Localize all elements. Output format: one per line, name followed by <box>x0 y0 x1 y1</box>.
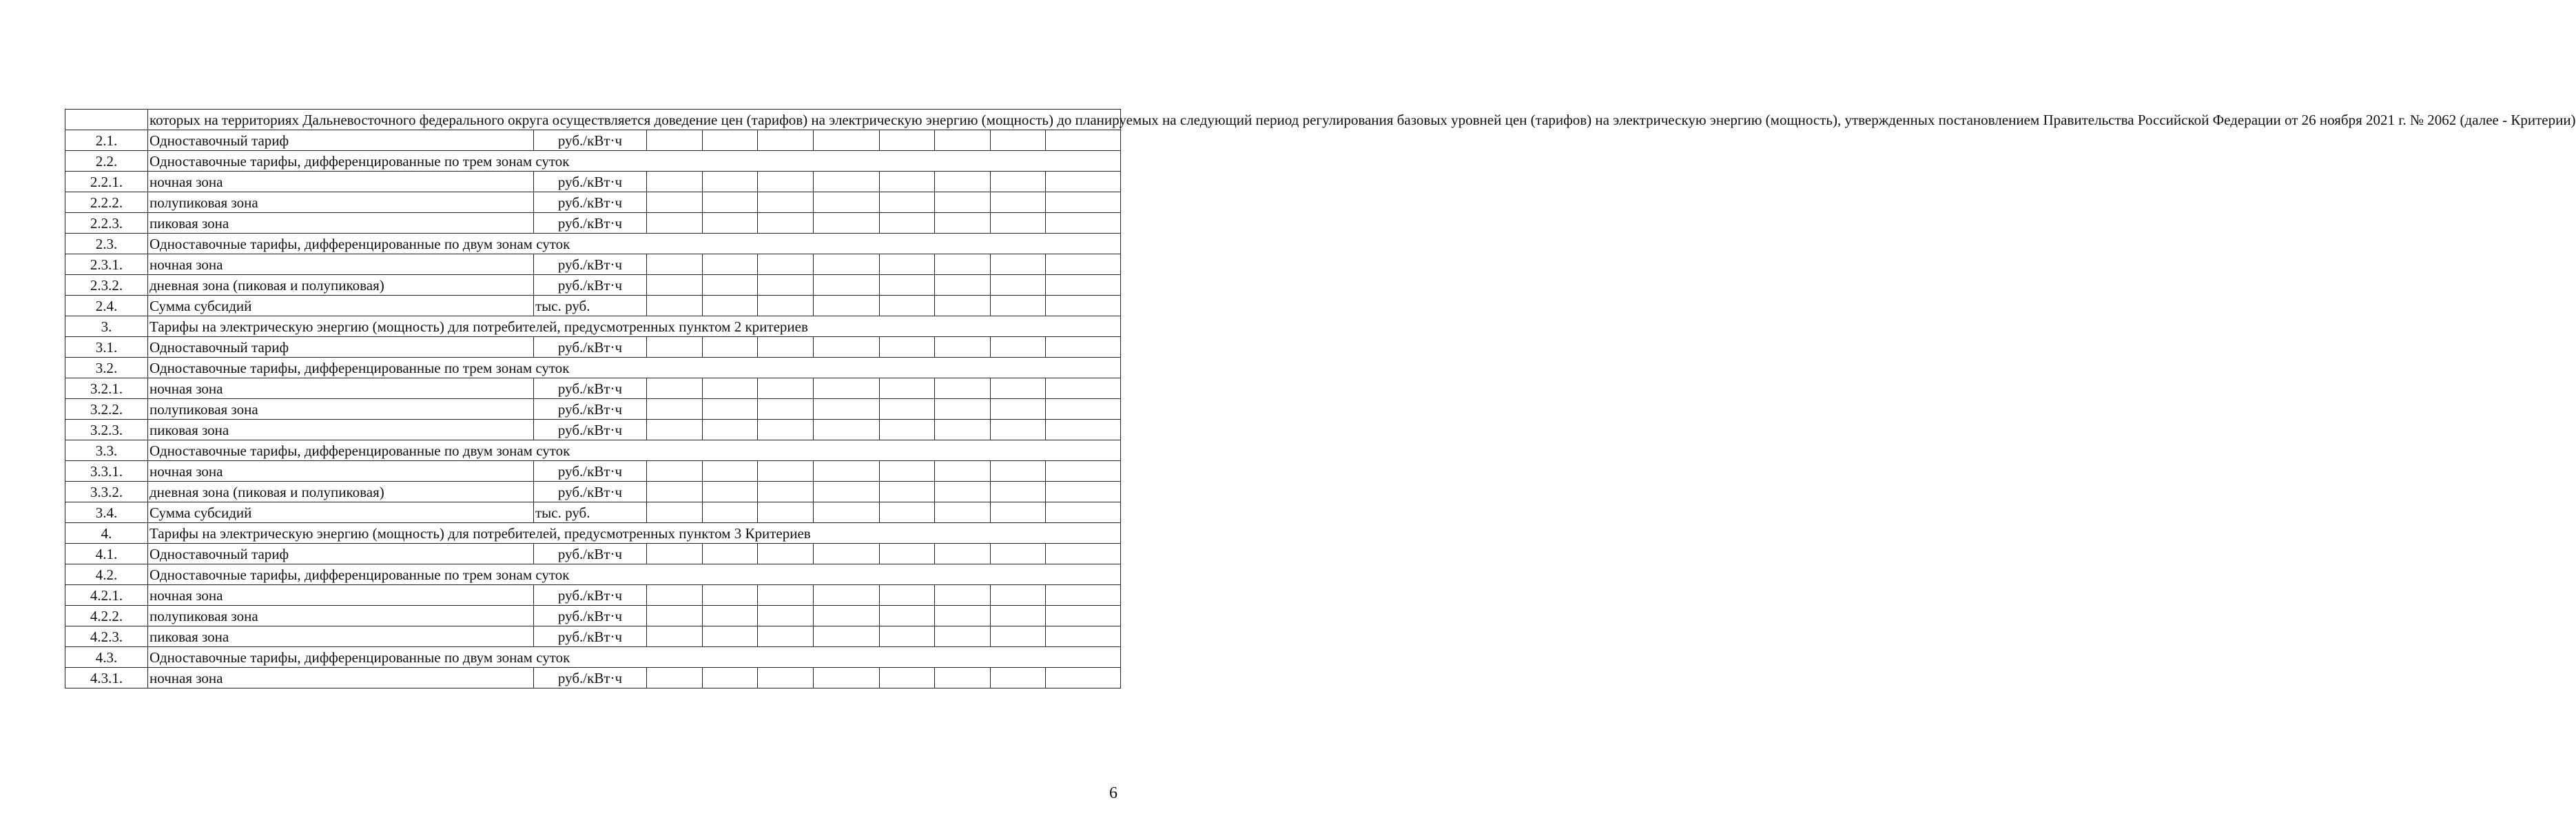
value-cell <box>703 130 758 151</box>
row-name: Одноставочный тариф <box>148 337 534 358</box>
row-number: 2.2.1. <box>65 172 148 192</box>
value-cell <box>935 482 991 502</box>
row-number: 3.1. <box>65 337 148 358</box>
value-cell <box>647 275 703 296</box>
row-name: Одноставочный тариф <box>148 544 534 564</box>
value-cell <box>991 296 1046 316</box>
value-cell <box>880 192 935 213</box>
value-cell <box>880 378 935 399</box>
value-cell <box>758 626 814 647</box>
value-cell <box>991 420 1046 440</box>
value-cell <box>647 213 703 234</box>
unit-cell: руб./кВт·ч <box>534 378 647 399</box>
value-cell <box>1046 172 1121 192</box>
value-cell <box>703 192 758 213</box>
value-cell <box>758 668 814 688</box>
value-cell <box>935 213 991 234</box>
table-row <box>65 254 1121 275</box>
value-cell <box>647 399 703 420</box>
value-cell <box>647 192 703 213</box>
value-cell <box>703 502 758 523</box>
value-cell <box>814 213 880 234</box>
unit-cell: руб./кВт·ч <box>534 482 647 502</box>
value-cell <box>880 130 935 151</box>
row-number: 4.2.1. <box>65 585 148 606</box>
value-cell <box>814 585 880 606</box>
section-header-row <box>65 523 1121 544</box>
row-name: дневная зона (пиковая и полупиковая) <box>148 275 534 296</box>
value-cell <box>935 399 991 420</box>
tariff-table <box>65 109 2576 688</box>
value-cell <box>880 544 935 564</box>
table-row <box>65 420 1121 440</box>
row-number: 2.2.3. <box>65 213 148 234</box>
row-name: ночная зона <box>148 461 534 482</box>
value-cell <box>703 399 758 420</box>
unit-cell: руб./кВт·ч <box>534 192 647 213</box>
row-name: полупиковая зона <box>148 606 534 626</box>
value-cell <box>880 275 935 296</box>
value-cell <box>758 544 814 564</box>
value-cell <box>880 213 935 234</box>
value-cell <box>758 378 814 399</box>
value-cell <box>880 482 935 502</box>
value-cell <box>880 172 935 192</box>
section-title: Одноставочные тарифы, дифференцированные по трем зонам суток <box>148 358 1121 378</box>
row-number: 4. <box>65 523 148 544</box>
row-name: ночная зона <box>148 585 534 606</box>
row-name: пиковая зона <box>148 213 534 234</box>
value-cell <box>1046 502 1121 523</box>
row-number: 2.3.1. <box>65 254 148 275</box>
value-cell <box>1046 378 1121 399</box>
table-row <box>65 337 1121 358</box>
row-name: полупиковая зона <box>148 399 534 420</box>
value-cell <box>991 192 1046 213</box>
unit-cell: руб./кВт·ч <box>534 275 647 296</box>
value-cell <box>758 461 814 482</box>
row-number: 3.3. <box>65 440 148 461</box>
table-row <box>65 172 1121 192</box>
value-cell <box>647 482 703 502</box>
unit-cell: руб./кВт·ч <box>534 420 647 440</box>
value-cell <box>647 585 703 606</box>
unit-cell: руб./кВт·ч <box>534 668 647 688</box>
table-row <box>65 585 1121 606</box>
unit-cell: руб./кВт·ч <box>534 626 647 647</box>
unit-cell: руб./кВт·ч <box>534 172 647 192</box>
value-cell <box>1046 544 1121 564</box>
row-name: ночная зона <box>148 668 534 688</box>
intro-text: которых на территориях Дальневосточного федерального округа осуществляется доведение цен (тарифов) на электрическую энергию (мощность) до планируемых на следующий период регулирования базовых уровней цен (тарифов) на электрическую энергию (мощность), утвержденных постановлением Правительства Российской Федерации от 26 ноября 2021 г. № 2062 (далее - Критерии) <box>148 110 1121 130</box>
row-number: 3.2.3. <box>65 420 148 440</box>
value-cell <box>935 502 991 523</box>
value-cell <box>935 130 991 151</box>
section-header-row <box>65 316 1121 337</box>
value-cell <box>991 399 1046 420</box>
section-title: Одноставочные тарифы, дифференцированные по трем зонам суток <box>148 151 1121 172</box>
table-row <box>65 378 1121 399</box>
unit-cell: руб./кВт·ч <box>534 254 647 275</box>
value-cell <box>647 461 703 482</box>
value-cell <box>758 502 814 523</box>
value-cell <box>814 544 880 564</box>
value-cell <box>935 420 991 440</box>
row-number: 2.2. <box>65 151 148 172</box>
table-row <box>65 461 1121 482</box>
value-cell <box>1046 275 1121 296</box>
value-cell <box>647 502 703 523</box>
value-cell <box>814 337 880 358</box>
value-cell <box>880 502 935 523</box>
table-row <box>65 482 1121 502</box>
value-cell <box>703 420 758 440</box>
unit-cell: руб./кВт·ч <box>534 606 647 626</box>
table-row <box>65 130 1121 151</box>
table-row <box>65 668 1121 688</box>
value-cell <box>1046 213 1121 234</box>
value-cell <box>1046 606 1121 626</box>
value-cell <box>647 420 703 440</box>
section-title: Тарифы на электрическую энергию (мощность) для потребителей, предусмотренных пунктом 2 критериев <box>148 316 1121 337</box>
unit-cell: руб./кВт·ч <box>534 585 647 606</box>
value-cell <box>758 399 814 420</box>
value-cell <box>991 254 1046 275</box>
value-cell <box>1046 626 1121 647</box>
table-row <box>65 399 1121 420</box>
value-cell <box>647 668 703 688</box>
value-cell <box>814 378 880 399</box>
table-row <box>65 275 1121 296</box>
value-cell <box>814 254 880 275</box>
row-name: пиковая зона <box>148 626 534 647</box>
value-cell <box>758 213 814 234</box>
value-cell <box>758 606 814 626</box>
table-row <box>65 213 1121 234</box>
value-cell <box>703 378 758 399</box>
value-cell <box>814 482 880 502</box>
unit-cell: руб./кВт·ч <box>534 544 647 564</box>
value-cell <box>1046 482 1121 502</box>
value-cell <box>991 461 1046 482</box>
value-cell <box>703 544 758 564</box>
value-cell <box>647 378 703 399</box>
value-cell <box>814 130 880 151</box>
value-cell <box>991 275 1046 296</box>
value-cell <box>703 172 758 192</box>
value-cell <box>647 606 703 626</box>
value-cell <box>758 192 814 213</box>
section-header-row <box>65 358 1121 378</box>
section-header-row <box>65 564 1121 585</box>
unit-cell: тыс. руб. <box>534 502 647 523</box>
value-cell <box>1046 337 1121 358</box>
value-cell <box>703 275 758 296</box>
section-header-row <box>65 647 1121 668</box>
row-number: 2.4. <box>65 296 148 316</box>
row-number: 4.1. <box>65 544 148 564</box>
value-cell <box>991 626 1046 647</box>
value-cell <box>880 399 935 420</box>
value-cell <box>814 192 880 213</box>
value-cell <box>991 337 1046 358</box>
value-cell <box>935 275 991 296</box>
value-cell <box>935 544 991 564</box>
value-cell <box>814 172 880 192</box>
value-cell <box>703 254 758 275</box>
value-cell <box>935 254 991 275</box>
section-header-row <box>65 440 1121 461</box>
value-cell <box>703 626 758 647</box>
row-number: 4.3.1. <box>65 668 148 688</box>
section-header-row <box>65 151 1121 172</box>
value-cell <box>935 461 991 482</box>
value-cell <box>814 626 880 647</box>
value-cell <box>703 668 758 688</box>
value-cell <box>991 502 1046 523</box>
row-name: полупиковая зона <box>148 192 534 213</box>
row-number: 2.3. <box>65 234 148 254</box>
row-number: 4.3. <box>65 647 148 668</box>
value-cell <box>880 585 935 606</box>
section-header-row <box>65 234 1121 254</box>
row-number: 2.3.2. <box>65 275 148 296</box>
row-name: дневная зона (пиковая и полупиковая) <box>148 482 534 502</box>
row-number: 4.2.2. <box>65 606 148 626</box>
value-cell <box>1046 130 1121 151</box>
value-cell <box>647 130 703 151</box>
page-number: 6 <box>1109 784 1117 802</box>
row-name: ночная зона <box>148 378 534 399</box>
row-name: Одноставочный тариф <box>148 130 534 151</box>
row-number: 3.3.2. <box>65 482 148 502</box>
value-cell <box>703 606 758 626</box>
value-cell <box>758 482 814 502</box>
row-name: Сумма субсидий <box>148 296 534 316</box>
value-cell <box>758 172 814 192</box>
value-cell <box>880 626 935 647</box>
value-cell <box>647 172 703 192</box>
row-number: 3.4. <box>65 502 148 523</box>
table-row <box>65 544 1121 564</box>
value-cell <box>935 626 991 647</box>
value-cell <box>1046 461 1121 482</box>
value-cell <box>647 626 703 647</box>
value-cell <box>758 585 814 606</box>
value-cell <box>935 172 991 192</box>
row-number: 4.2. <box>65 564 148 585</box>
row-number: 3.3.1. <box>65 461 148 482</box>
value-cell <box>991 213 1046 234</box>
value-cell <box>935 296 991 316</box>
value-cell <box>880 668 935 688</box>
row-name: Сумма субсидий <box>148 502 534 523</box>
table-row <box>65 192 1121 213</box>
unit-cell: тыс. руб. <box>534 296 647 316</box>
value-cell <box>814 420 880 440</box>
intro-row <box>65 110 1121 130</box>
value-cell <box>1046 420 1121 440</box>
value-cell <box>814 502 880 523</box>
table-row <box>65 606 1121 626</box>
value-cell <box>991 544 1046 564</box>
value-cell <box>935 337 991 358</box>
value-cell <box>758 420 814 440</box>
row-name: пиковая зона <box>148 420 534 440</box>
value-cell <box>1046 192 1121 213</box>
value-cell <box>991 378 1046 399</box>
value-cell <box>814 296 880 316</box>
value-cell <box>880 606 935 626</box>
unit-cell: руб./кВт·ч <box>534 213 647 234</box>
value-cell <box>703 482 758 502</box>
table-row <box>65 502 1121 523</box>
table-row <box>65 626 1121 647</box>
value-cell <box>758 130 814 151</box>
value-cell <box>647 544 703 564</box>
row-number: 2.2.2. <box>65 192 148 213</box>
section-title: Тарифы на электрическую энергию (мощность) для потребителей, предусмотренных пунктом 3 Критериев <box>148 523 1121 544</box>
value-cell <box>1046 296 1121 316</box>
value-cell <box>703 213 758 234</box>
value-cell <box>935 606 991 626</box>
value-cell <box>991 585 1046 606</box>
section-title: Одноставочные тарифы, дифференцированные по двум зонам суток <box>148 234 1121 254</box>
value-cell <box>647 296 703 316</box>
value-cell <box>880 420 935 440</box>
unit-cell: руб./кВт·ч <box>534 399 647 420</box>
unit-cell: руб./кВт·ч <box>534 130 647 151</box>
value-cell <box>703 337 758 358</box>
value-cell <box>703 585 758 606</box>
value-cell <box>758 337 814 358</box>
value-cell <box>991 482 1046 502</box>
value-cell <box>935 585 991 606</box>
row-number: 4.2.3. <box>65 626 148 647</box>
value-cell <box>991 668 1046 688</box>
value-cell <box>1046 668 1121 688</box>
value-cell <box>814 668 880 688</box>
value-cell <box>991 606 1046 626</box>
value-cell <box>935 378 991 399</box>
value-cell <box>703 461 758 482</box>
table-row <box>65 296 1121 316</box>
value-cell <box>758 254 814 275</box>
value-cell <box>647 337 703 358</box>
section-title: Одноставочные тарифы, дифференцированные по двум зонам суток <box>148 440 1121 461</box>
unit-cell: руб./кВт·ч <box>534 461 647 482</box>
value-cell <box>814 461 880 482</box>
row-name: ночная зона <box>148 172 534 192</box>
value-cell <box>814 606 880 626</box>
row-number: 3.2.2. <box>65 399 148 420</box>
value-cell <box>991 172 1046 192</box>
value-cell <box>758 296 814 316</box>
value-cell <box>880 254 935 275</box>
section-title: Одноставочные тарифы, дифференцированные по двум зонам суток <box>148 647 1121 668</box>
value-cell <box>880 337 935 358</box>
value-cell <box>935 668 991 688</box>
row-number: 3.2. <box>65 358 148 378</box>
value-cell <box>758 275 814 296</box>
value-cell <box>880 461 935 482</box>
value-cell <box>935 192 991 213</box>
row-name: ночная зона <box>148 254 534 275</box>
value-cell <box>880 296 935 316</box>
value-cell <box>703 296 758 316</box>
row-number: 2.1. <box>65 130 148 151</box>
value-cell <box>1046 585 1121 606</box>
unit-cell: руб./кВт·ч <box>534 337 647 358</box>
value-cell <box>814 275 880 296</box>
value-cell <box>991 130 1046 151</box>
value-cell <box>647 254 703 275</box>
row-number: 3. <box>65 316 148 337</box>
row-number: 3.2.1. <box>65 378 148 399</box>
intro-number-cell <box>65 110 148 130</box>
section-title: Одноставочные тарифы, дифференцированные по трем зонам суток <box>148 564 1121 585</box>
value-cell <box>1046 399 1121 420</box>
value-cell <box>1046 254 1121 275</box>
value-cell <box>814 399 880 420</box>
